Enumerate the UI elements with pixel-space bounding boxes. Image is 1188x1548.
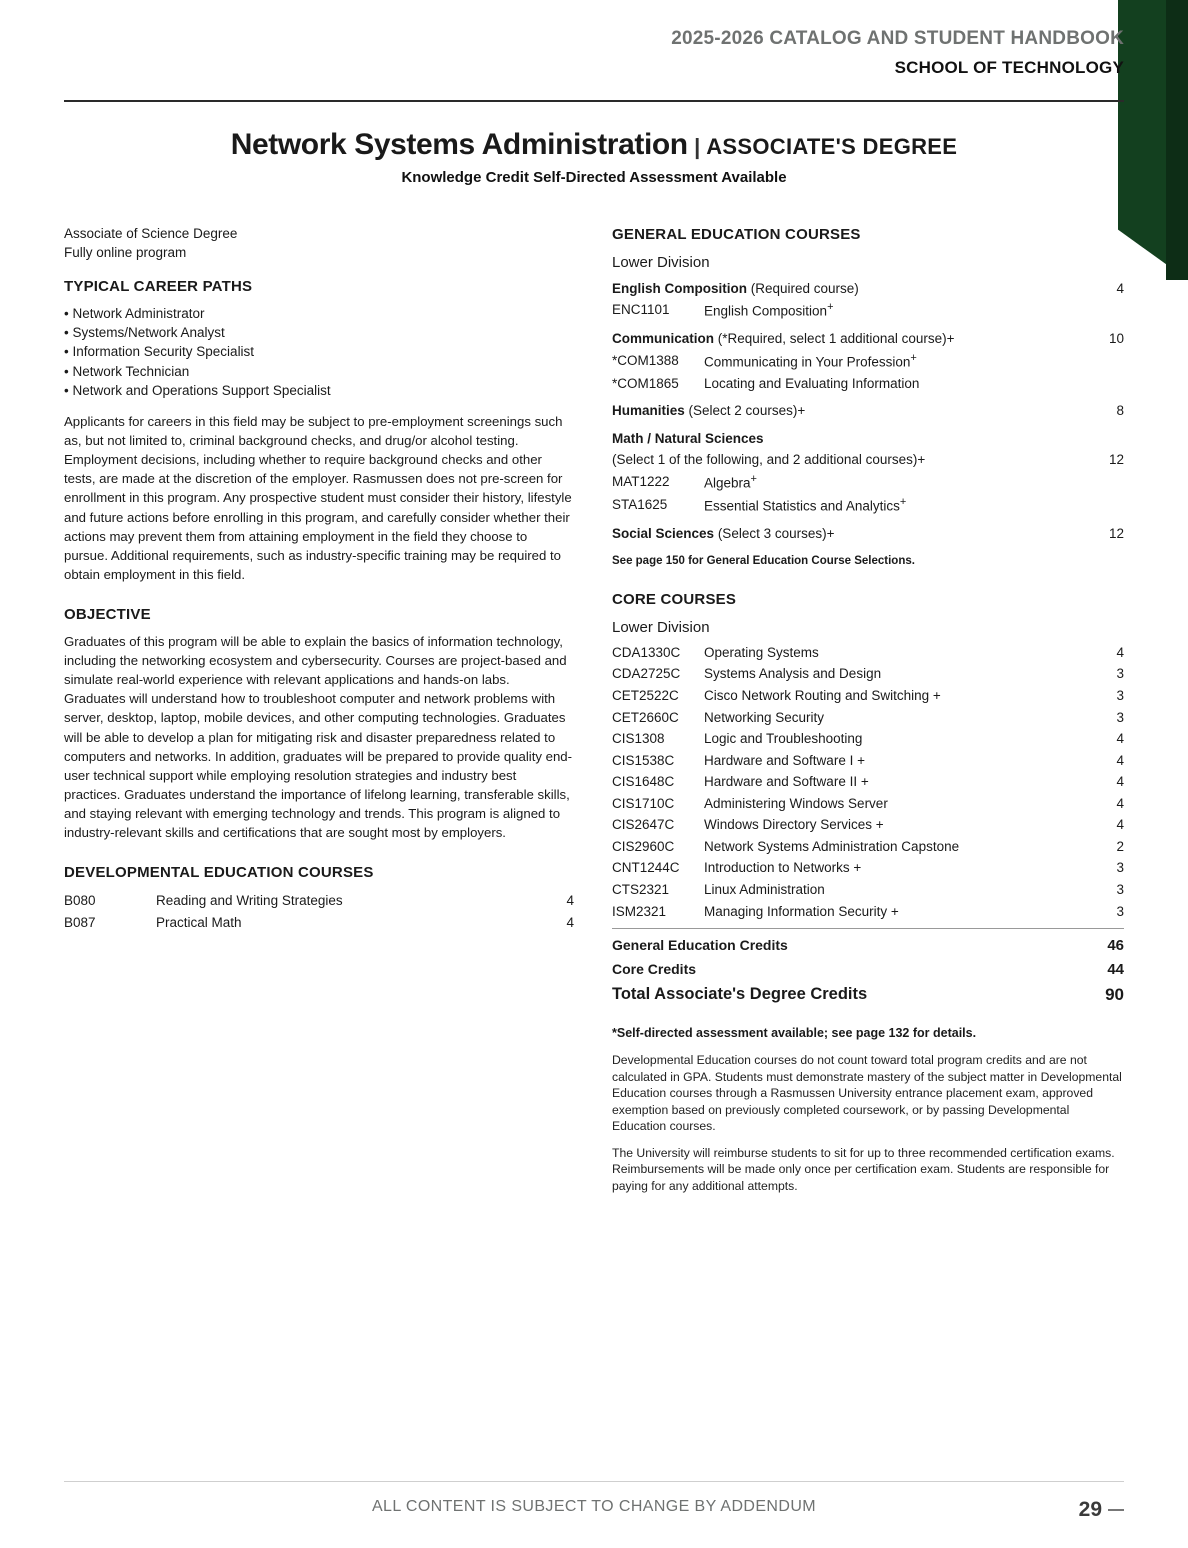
catalog-title: 2025-2026 CATALOG AND STUDENT HANDBOOK <box>671 28 1124 49</box>
core-courses-table <box>612 642 1124 922</box>
group-credits: 12 <box>1108 526 1124 542</box>
page-number-tick <box>1108 1509 1124 1511</box>
total-label: General Education Credits <box>612 937 788 954</box>
course-group-header <box>612 422 1124 450</box>
table-row <box>612 879 1124 901</box>
total-credits: 44 <box>1107 960 1124 978</box>
list-item: • Information Security Specialist <box>64 342 574 361</box>
plus-marker: + <box>910 351 917 364</box>
course-name: Hardware and Software I + <box>704 752 865 768</box>
course-name: English Composition+ <box>704 301 834 319</box>
corner-dark-stripe <box>1166 0 1188 280</box>
course-name: Linux Administration <box>704 882 825 898</box>
career-disclaimer-paragraph: Applicants for careers in this field may be subject to pre-employment screenings such as, but not limited to, criminal background checks, and drug/or alcohol testing. Employment decisions, including whether to require background checks and other tests, are made at the discretion of the employer. Rasmussen does not pre-screen for enrollment in this program. Any prospective student must consider their history, lifestyle and future actions before enrolling in this program, and carefully consider whether their actions may prevent them from attaining employment in the field they choose to pursue. Additional requirements, such as industry-specific training may be required to obtain employment in this field. <box>64 413 572 582</box>
developmental-education-table <box>64 890 574 933</box>
course-code: *COM1865 <box>612 375 679 391</box>
course-code: ISM2321 <box>612 903 667 919</box>
page-number-value: 29 <box>1078 1498 1102 1521</box>
plus-marker: + <box>899 496 907 509</box>
course-name: Managing Information Security + <box>704 903 899 919</box>
self-directed-footnote: *Self-directed assessment available; see page 132 for details. <box>612 1026 977 1041</box>
course-name: Operating Systems <box>704 644 819 660</box>
list-item: • Systems/Network Analyst <box>64 323 574 342</box>
objective-paragraph: Graduates of this program will be able to explain the basics of information technology, including the networking ecosystem and cybersecurity. Courses are project-based and simulate real-world experience with relevant applications and hands-on labs. Graduates will understand how to troubleshoot computer and network problems with server, desktop, laptop, mobile devices, and other computing technologies. Graduates will be able to develop a plan for mitigating risk and disaster preparedness related to computers and networks. In addition, graduates will be prepared to provide quality end-user technical support while employing resolution strategies and industry best practices. Graduates understand the importance of lifelong learning, transferable skills, and staying relevant with emerging technology and trends. This program is aligned to industry-relevant skills and certifications that are sought most by employers. <box>64 633 573 841</box>
course-code: CIS2960C <box>612 838 675 854</box>
course-code: ENC1101 <box>612 302 670 318</box>
course-credits: 4 <box>1116 752 1124 768</box>
course-name: Essential Statistics and Analytics+ <box>704 496 907 514</box>
table-row <box>612 299 1124 322</box>
course-name: Hardware and Software II + <box>704 774 869 790</box>
course-code: *COM1388 <box>612 352 679 368</box>
title-block <box>64 128 1124 186</box>
course-group-header <box>612 277 1124 300</box>
course-name: Windows Directory Services + <box>704 817 884 833</box>
group-note: (Select 3 courses)+ <box>714 526 835 542</box>
table-row <box>612 707 1124 729</box>
group-credits: 12 <box>1108 452 1124 468</box>
page-number <box>1079 1498 1124 1522</box>
group-note: (*Required, select 1 additional course)+ <box>714 331 955 347</box>
course-credits: 3 <box>1116 882 1124 898</box>
course-name: Network Systems Administration Capstone <box>704 838 960 854</box>
list-item: • Network Technician <box>64 362 574 381</box>
developmental-education-footnote: Developmental Education courses do not count toward total program credits and are not calculated in GPA. Students must demonstrate mastery of the subject matter in Developmental Education courses through a Rasmussen University entrance placement exam, approved exemption based on previously completed coursework, or by passing Developmental Education courses. <box>612 1053 1122 1134</box>
course-code: CIS1710C <box>612 795 675 811</box>
group-credits: 4 <box>1116 280 1124 296</box>
course-credits: 3 <box>1116 666 1124 682</box>
course-name: Cisco Network Routing and Switching + <box>704 687 941 703</box>
core-courses-heading: CORE COURSES <box>612 591 737 609</box>
course-group-header <box>612 517 1124 545</box>
program-title: Network Systems Administration <box>230 128 688 161</box>
course-name: Logic and Troubleshooting <box>704 731 863 747</box>
group-note: (Required course) <box>747 280 859 296</box>
plus-marker: + <box>750 473 757 485</box>
list-item: • Network and Operations Support Specialist <box>64 381 574 400</box>
total-label: Core Credits <box>612 960 697 977</box>
group-credits: 10 <box>1108 331 1124 347</box>
course-credits: 3 <box>1116 903 1124 919</box>
table-row <box>612 750 1124 772</box>
general-education-table <box>612 277 1124 545</box>
course-code: MAT1222 <box>612 474 670 489</box>
general-education-division: Lower Division <box>612 253 710 271</box>
table-row <box>612 958 1124 982</box>
course-code: CDA2725C <box>612 666 681 682</box>
degree-title: ASSOCIATE'S DEGREE <box>706 134 958 159</box>
table-row <box>612 793 1124 815</box>
title-subtitle: Knowledge Credit Self-Directed Assessment Available <box>401 169 787 186</box>
course-code: B080 <box>64 893 96 909</box>
course-credits: 2 <box>1116 838 1124 854</box>
course-credits: 4 <box>1116 644 1124 660</box>
course-credits: 4 <box>1116 817 1124 833</box>
corner-decoration <box>1118 0 1188 280</box>
list-item: • Network Administrator <box>64 304 574 323</box>
group-title: Social Sciences <box>612 526 715 542</box>
group-title: English Composition <box>612 280 747 296</box>
total-credits: 46 <box>1107 937 1124 955</box>
school-title: SCHOOL OF TECHNOLOGY <box>894 58 1124 77</box>
table-row <box>612 836 1124 858</box>
course-code: CET2660C <box>612 709 679 725</box>
course-code: CIS2647C <box>612 817 675 833</box>
general-education-heading: GENERAL EDUCATION COURSES <box>612 226 861 243</box>
course-name: Algebra+ <box>704 473 757 491</box>
degree-lede <box>64 224 574 262</box>
header-divider <box>64 100 1124 102</box>
plus-marker: + <box>827 301 834 314</box>
course-credits: 4 <box>566 914 574 930</box>
table-row <box>612 350 1124 373</box>
group-title: Communication <box>612 331 715 347</box>
table-row <box>612 663 1124 685</box>
course-code: CIS1538C <box>612 752 675 768</box>
course-name: Reading and Writing Strategies <box>156 893 343 909</box>
course-code: CET2522C <box>612 687 679 703</box>
course-credits: 4 <box>566 893 574 909</box>
course-credits: 4 <box>1116 774 1124 790</box>
total-degree-label: Total Associate's Degree Credits <box>612 984 868 1003</box>
table-row <box>612 728 1124 750</box>
course-code: CIS1648C <box>612 774 675 790</box>
course-name: Introduction to Networks + <box>704 860 862 876</box>
table-row <box>64 890 574 912</box>
title-separator: | <box>687 134 707 159</box>
table-row <box>64 912 574 934</box>
course-name: Networking Security <box>704 709 825 725</box>
total-degree-credits: 90 <box>1105 984 1124 1004</box>
course-credits: 3 <box>1116 860 1124 876</box>
table-row <box>612 685 1124 707</box>
developmental-education-heading: DEVELOPMENTAL EDUCATION COURSES <box>64 864 374 882</box>
objective-heading: OBJECTIVE <box>64 606 151 624</box>
footer-divider <box>64 1481 1124 1482</box>
table-row <box>612 814 1124 836</box>
course-code: CNT1244C <box>612 860 680 876</box>
right-column <box>612 224 1124 1194</box>
course-credits: 3 <box>1116 709 1124 725</box>
lede-line-1: Associate of Science Degree <box>64 226 238 241</box>
table-row <box>612 642 1124 664</box>
table-row <box>612 982 1124 1009</box>
course-group-header <box>612 322 1124 350</box>
course-code: CIS1308 <box>612 731 665 747</box>
course-credits: 3 <box>1116 687 1124 703</box>
left-column <box>64 224 574 933</box>
course-name: Communicating in Your Profession+ <box>704 351 917 370</box>
table-row <box>612 494 1124 517</box>
group-subnote: (Select 1 of the following, and 2 additional courses)+ <box>612 452 926 468</box>
table-row <box>612 771 1124 793</box>
group-title: Math / Natural Sciences <box>612 430 764 446</box>
table-row <box>612 901 1124 923</box>
course-group-subnote-row <box>612 449 1124 471</box>
course-name: Systems Analysis and Design <box>704 666 882 682</box>
core-courses-division: Lower Division <box>612 619 710 637</box>
table-row <box>612 857 1124 879</box>
group-credits: 8 <box>1116 403 1124 419</box>
totals-divider <box>612 928 1124 929</box>
course-code: B087 <box>64 914 96 930</box>
credit-totals-table <box>612 934 1124 1008</box>
table-row <box>612 934 1124 958</box>
career-paths-heading: TYPICAL CAREER PATHS <box>64 278 253 296</box>
group-title: Humanities <box>612 403 685 419</box>
group-note: (Select 2 courses)+ <box>684 403 806 419</box>
course-name: Practical Math <box>156 914 242 930</box>
career-paths-list <box>64 304 574 400</box>
course-code: CTS2321 <box>612 882 670 898</box>
course-credits: 4 <box>1116 795 1124 811</box>
footer-disclaimer: ALL CONTENT IS SUBJECT TO CHANGE BY ADDENDUM <box>371 1498 817 1515</box>
table-row <box>612 373 1124 395</box>
course-code: STA1625 <box>612 497 668 513</box>
table-row <box>612 471 1124 494</box>
page-header <box>671 28 1124 78</box>
course-credits: 4 <box>1116 731 1124 747</box>
course-name: Administering Windows Server <box>704 795 888 811</box>
course-code: CDA1330C <box>612 644 681 660</box>
gened-see-page-note: See page 150 for General Education Course Selections. <box>612 554 915 567</box>
lede-line-2: Fully online program <box>64 245 187 261</box>
course-group-header <box>612 394 1124 422</box>
certification-reimbursement-footnote: The University will reimburse students to sit for up to three recommended certification exams. Reimbursements will be made only once per certification exam. Students are responsible for paying for any additional attempts. <box>612 1145 1115 1193</box>
course-name: Locating and Evaluating Information <box>704 375 920 391</box>
